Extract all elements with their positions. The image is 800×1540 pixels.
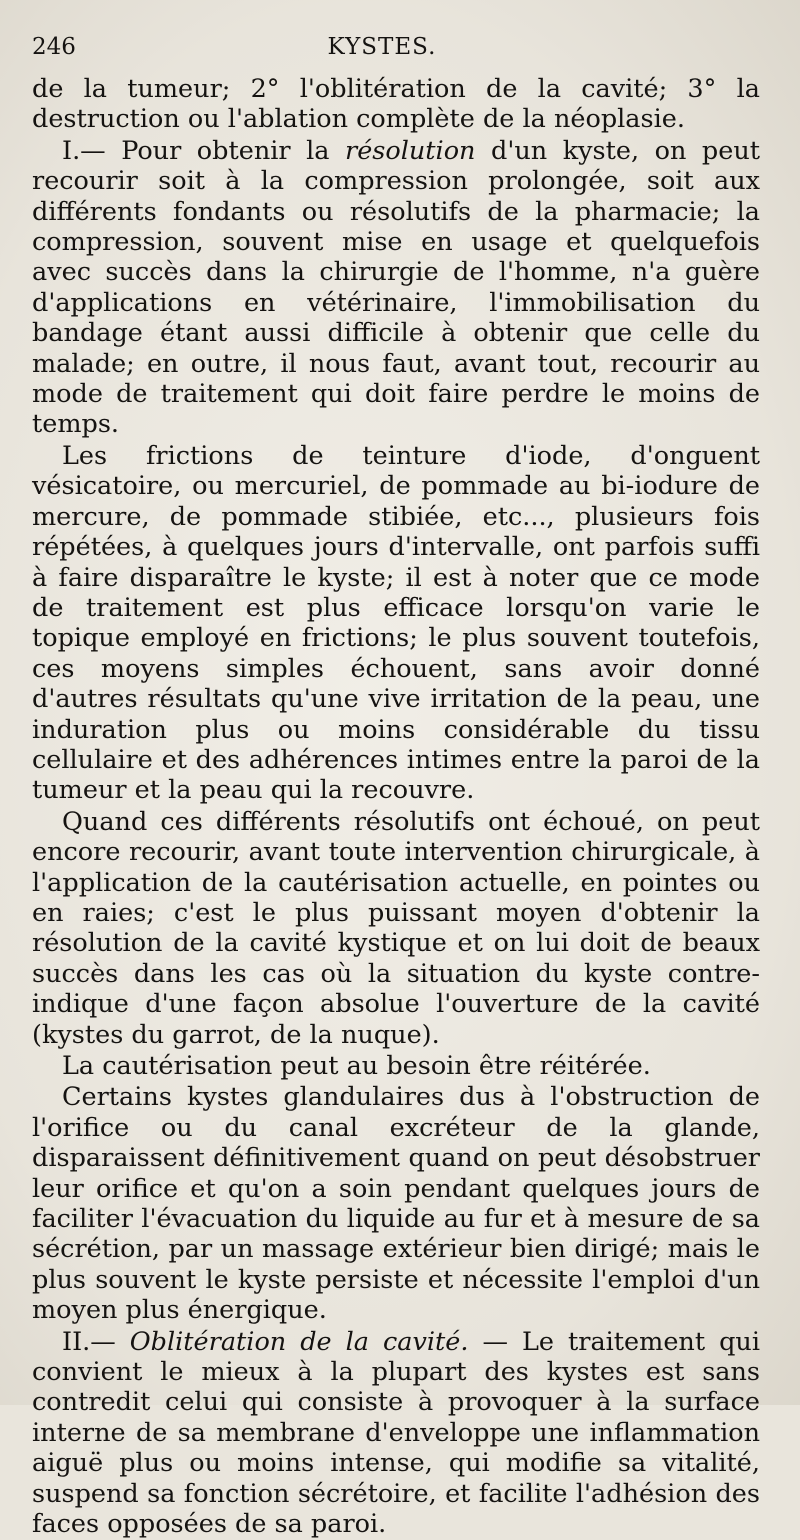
paragraph-glandular-cysts: Certains kystes glandulaires dus à l'obstruction de l'orifice ou du canal excréteur de la glande, disparaissent définitivement quand on peut désobstruer leur orifice et qu'on a soin pendant quelques jours de faciliter l'évacuation du liquide au fur et à mesure de sa sécrétion, par un massage extérieur bien dirigé; mais le plus souvent le kyste persiste et nécessite l'emploi d'un moyen plus énergique.	[32, 1082, 760, 1326]
section-marker: II.—	[62, 1326, 130, 1357]
paragraph-continued: de la tumeur; 2° l'oblitération de la cavité; 3° la destruction ou l'ablation complète de la néoplasie.	[32, 74, 760, 135]
paragraph-reiteration: La cautérisation peut au besoin être réitérée.	[62, 1051, 651, 1081]
running-header	[32, 34, 732, 74]
text-body	[32, 74, 760, 1540]
paragraph-frictions: Les frictions de teinture d'iode, d'onguent vésicatoire, ou mercuriel, de pommade au bi-iodure de mercure, de pommade stibiée, etc..., plusieurs fois répétées, à quelques jours d'intervalle, ont parfois suffi à faire disparaître le kyste; il est à noter que ce mode de traitement est plus efficace lorsqu'on varie le topique employé en frictions; le plus souvent toutefois, ces moyens simples échouent, sans avoir donné d'autres résultats qu'une vive irritation de la peau, une induration plus ou moins considérable du tissu cellulaire et des adhérences intimes entre la paroi de la tumeur et la peau qui la recouvre.	[32, 440, 760, 806]
italic-term: Oblitération de la cavité.	[129, 1326, 469, 1357]
paragraph-text: d'un kyste, on peut recourir soit à la compression prolongée, soit aux différents fondants ou résolutifs de la pharmacie; la compression, souvent mise en usage et quelquefois avec succès dans la chirurgie de l'homme, n'a guère d'applications en vétérinaire, l'immobilisation du bandage étant aussi difficile à obtenir que celle du malade; en outre, il nous faut, avant tout, recourir au mode de traitement qui doit faire perdre le moins de temps.	[32, 135, 760, 440]
italic-term: résolution	[345, 135, 476, 166]
page-number: 246	[32, 34, 76, 60]
paragraph-obliteration	[32, 1327, 760, 1540]
running-title: KYSTES.	[327, 34, 437, 60]
paragraph-cauterisation: Quand ces différents résolutifs ont échoué, on peut encore recourir, avant toute intervention chirurgicale, à l'application de la cautérisation actuelle, en pointes ou en raies; c'est le plus puissant moyen d'obtenir la résolution de la cavité kystique et on lui doit de beaux succès dans les cas où la situation du kyste contre-indique d'une façon absolue l'ouverture de la cavité (kystes du garrot, de la nuque).	[32, 806, 760, 1050]
paragraph-resolution	[32, 136, 760, 440]
paragraph-text: — Le traitement qui convient le mieux à la plupart des kystes est sans contredit celui qui consiste à provoquer à la surface interne de sa membrane d'enveloppe une inflammation aiguë plus ou moins intense, qui modifie sa vitalité, suspend sa fonction sécrétoire, et facilite l'adhésion des faces opposées de sa paroi.	[32, 1326, 760, 1540]
section-marker: I.— Pour obtenir la	[62, 135, 345, 166]
